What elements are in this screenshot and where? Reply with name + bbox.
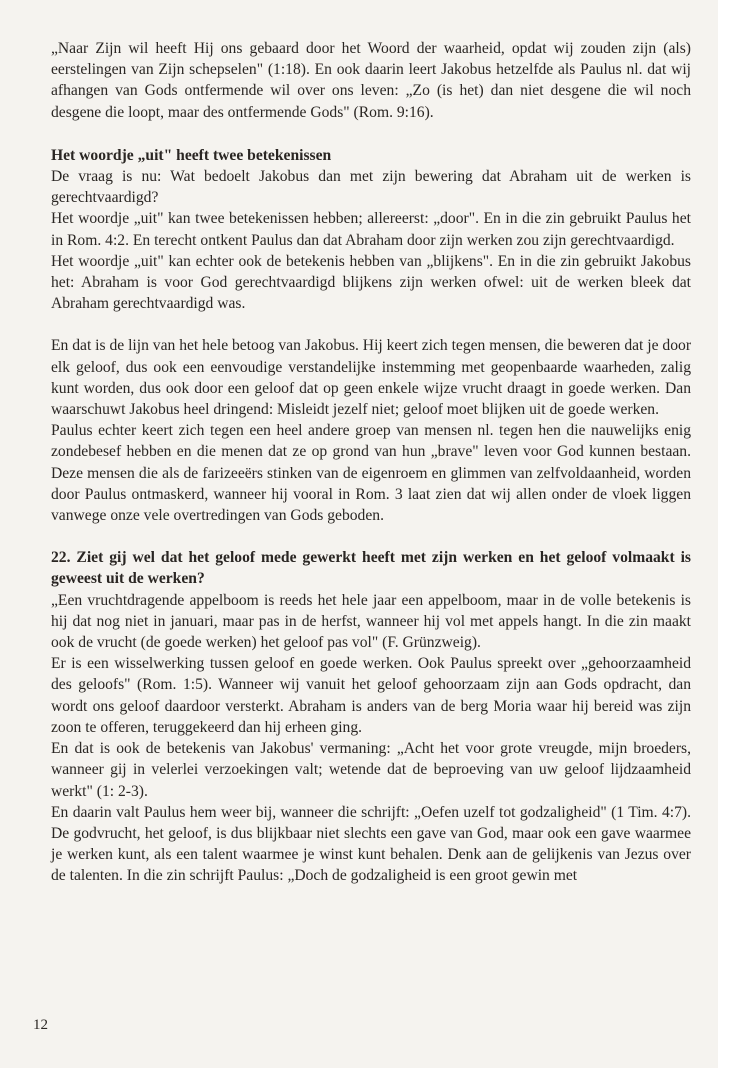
page-body	[51, 38, 691, 887]
paragraph-vermaning: En dat is ook de betekenis van Jakobus' vermaning: „Acht het voor grote vreugde, mijn broeders, wanneer gij in velerlei verzoekingen valt; wetende dat de beproeving van uw geloof lijdzaamheid werkt" (1: 2-3).	[51, 740, 691, 800]
section-heading: Het woordje „uit" heeft twee betekenissen	[51, 146, 332, 164]
paragraph-godzaligheid: En daarin valt Paulus hem weer bij, wanneer die schrijft: „Oefen uzelf tot godzaligheid" (1 Tim. 4:7). De godvrucht, het geloof, is dus blijkbaar niet slechts een gave van God, maar ook een gave waarmee je werken kunt, als een talent waarmee je winst kunt behalen. Denk aan de gelijkenis van Jezus over de talenten. In die zin schrijft Paulus: „Doch de godzaligheid is een groot gewin met	[51, 803, 691, 885]
page-edge	[718, 0, 738, 1068]
paragraph-paulus-group: Paulus echter keert zich tegen een heel andere groep van mensen nl. tegen hen die nauwelijks enig zondebesef hebben en die menen dat ze op grond van hun „brave" leven voor God kunnen bestaan. Deze mensen die als de farizeeërs stinken van de eigenroem en glimmen van zelfvoldaanheid, worden door Paulus ontmaskerd, wanneer hij vooral in Rom. 3 laat zien dat wij allen onder de vloek liggen vanwege onze vele overtredingen van Gods geboden.	[51, 422, 691, 525]
paragraph-meaning-blijkens: Het woordje „uit" kan echter ook de betekenis hebben van „blijkens". En in die zin gebruikt Jakobus het: Abraham is voor God gerechtvaardigd blijkens zijn werken ofwel: uit de werken bleek dat Abraham gerechtvaardigd was.	[51, 252, 691, 313]
page-number: 12	[33, 1017, 48, 1033]
paragraph-jakobus-line: En dat is de lijn van het hele betoog van Jakobus. Hij keert zich tegen mensen, die beweren dat je door elk geloof, dus ook een eenvoudige verstandelijke instemming met geopenbaarde waarheden, zalig kunt worden, dus ook door een geloof dat op geen enkele wijze vrucht draagt in goede werken. Dan waarschuwt Jakobus heel dringend: Misleidt jezelf niet; geloof moet blijken uit de goede werken.	[51, 337, 692, 419]
paragraph-question: De vraag is nu: Wat bedoelt Jakobus dan met zijn bewering dat Abraham uit de werken is gerechtvaardigd?	[51, 168, 691, 207]
paragraph-opening: „Naar Zijn wil heeft Hij ons gebaard door het Woord der waarheid, opdat wij zouden zijn (als) eerstelingen van Zijn schepselen" (1:18). En ook daarin leert Jakobus hetzelfde als Paulus nl. dat wij afhangen van Gods ontfermende wil over ons leven: „Zo (is het) dan niet desgene die wil noch desgene die loopt, maar des ontfermende Gods" (Rom. 9:16).	[51, 40, 691, 121]
paragraph-meaning-door: Het woordje „uit" kan twee betekenissen hebben; allereerst: „door". En in die zin gebruikt Paulus het in Rom. 4:2. En terecht ontkent Paulus dan dat Abraham door zijn werken zou zijn gerechtvaardigd.	[51, 210, 691, 249]
paragraph-wisselwerking: Er is een wisselwerking tussen geloof en goede werken. Ook Paulus spreekt over „gehoorzaamheid des geloofs" (Rom. 1:5). Wanneer wij vanuit het geloof gehoorzaam zijn aan Gods opdracht, dan wordt ons geloof daardoor versterkt. Abraham is anders van de berg Moria waar hij bereid was zijn zoon te offeren, teruggekeerd dan hij erheen ging.	[51, 655, 691, 736]
paragraph-appelboom: „Een vruchtdragende appelboom is reeds het hele jaar een appelboom, maar in de volle betekenis is hij dat nog niet in januari, maar pas in de herfst, wanneer hij vol met appels hangt. In die zin maakt ook de vrucht (de goede werken) het geloof pas vol" (F. Grünzweig).	[51, 591, 691, 652]
verse-heading: 22. Ziet gij wel dat het geloof mede gewerkt heeft met zijn werken en het geloof volmaakt is geweest uit de werken?	[51, 549, 691, 588]
